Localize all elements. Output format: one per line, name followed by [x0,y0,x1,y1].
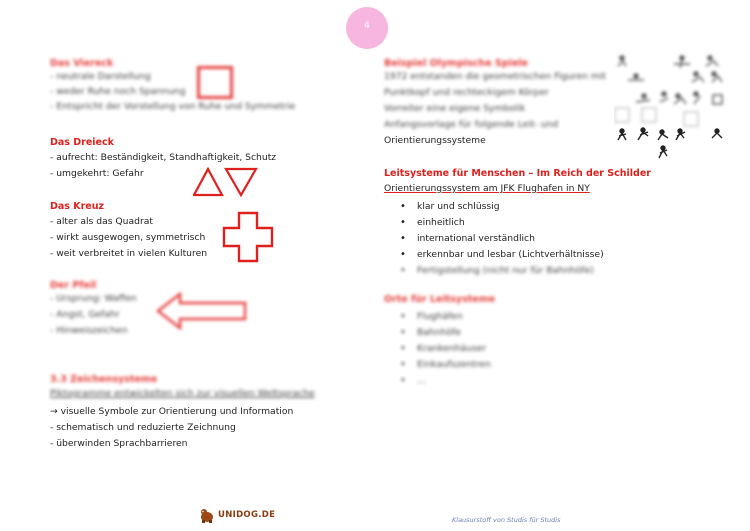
page-number-badge [346,7,388,49]
dreieck-line: - umgekehrt: Gefahr [50,168,144,179]
heading-pfeil: Der Pfeil [50,280,97,291]
heading-dreieck: Das Dreieck [50,137,114,148]
pfeil-line: - Angst, Gefahr [50,309,120,320]
olympia-line: 1972 entstanden die geometrischen Figuren mit [384,71,607,82]
list-item: • Flughäfen [384,309,495,325]
quadrat-line: - Entspricht der Vorstellung von Ruhe und Symmetrie [50,101,296,112]
heading-zeichensysteme: 3.3 Zeichensysteme [50,374,158,385]
kreuz-line: - alter als das Quadrat [50,216,153,227]
olympic-pictograms-image [614,52,732,164]
triangle-symbols-icon [193,166,259,198]
list-item: • klar und schlüssig [384,199,651,215]
quadrat-line: - neutrale Darstellung [50,71,151,82]
kreuz-line: - wirkt ausgewogen, symmetrisch [50,232,206,243]
list-item: • Krankenhäuser [384,341,495,357]
zeichensysteme-line: - schematisch und reduzierte Zeichnung [50,422,236,433]
zeichensysteme-intro: Piktogramme entwickelten sich zur visuellen Weltsprache [50,388,315,399]
section-orte [384,294,495,389]
section-olympia [384,58,606,149]
cross-symbol-icon [222,211,274,263]
leitsysteme-subheading: Orientierungssystem am JFK Flughafen in NY [384,183,590,194]
heading-olympia: Beispiel Olympische Spiele [384,58,528,69]
footer-logo[interactable] [198,507,275,523]
page-number: 4 [364,21,370,31]
list-item: • Fertigstellung (nicht nur für Bahnhöfe) [384,263,651,279]
leitsysteme-list [384,199,651,279]
footer-note: Klausurstoff von Studis für Studis [452,516,561,524]
heading-leitsysteme: Leitsysteme für Menschen – Im Reich der Schilder [384,168,651,179]
zeichensysteme-line: - überwinden Sprachbarrieren [50,438,188,449]
kreuz-line: - weit verbreitet in vielen Kulturen [50,248,208,259]
quadrat-line: - weder Ruhe noch Spannung [50,86,186,97]
pictogram-grid-icon [614,52,732,164]
olympia-line: Anfangsvorlage für folgende Leit- und [384,119,559,130]
list-item: • international verständlich [384,231,651,247]
heading-kreuz: Das Kreuz [50,201,105,212]
section-kreuz [50,201,207,262]
list-item: • Einkaufszentren [384,357,495,373]
section-pfeil [50,280,137,339]
heading-orte: Orte für Leitsysteme [384,294,496,305]
section-zeichensysteme [50,374,315,452]
logo-text: UNIDOG.DE [218,510,276,520]
pfeil-line: - Hinweiszeichen [50,325,128,336]
olympia-line: Punktkopf und rechteckigem Körper [384,87,549,98]
square-symbol-icon [197,66,233,99]
olympia-line: Orientierungssysteme [384,135,486,146]
arrow-symbol-icon [155,290,249,332]
dog-logo-icon [198,507,216,523]
list-item: • erkennbar und lesbar (Lichtverhältnisse) [384,247,651,263]
list-item: • ... [384,373,495,389]
orte-list [384,309,495,389]
heading-quadrat: Das Viereck [50,58,114,69]
zeichensysteme-line: → visuelle Symbole zur Orientierung und Information [50,406,294,417]
olympia-line: Vorreiter eine eigene Symbolik [384,103,526,114]
list-item: • Bahnhöfe [384,325,495,341]
section-quadrat [50,58,295,115]
dreieck-line: - aufrecht: Beständigkeit, Standhaftigkeit, Schutz [50,152,277,163]
pfeil-line: - Ursprung: Waffen [50,293,137,304]
list-item: • einheitlich [384,215,651,231]
section-leitsysteme [384,168,651,279]
